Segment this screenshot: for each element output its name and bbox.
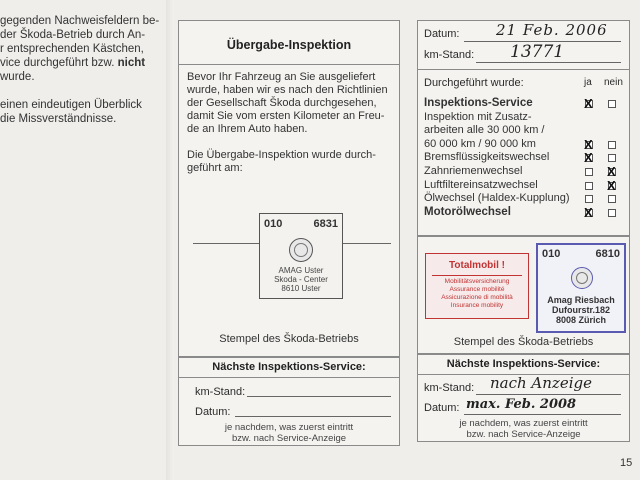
stamps-box bbox=[417, 236, 630, 354]
left-line: die Missverständnisse. bbox=[0, 113, 117, 125]
next-service-box-left bbox=[178, 357, 400, 446]
km-line bbox=[476, 394, 621, 395]
record-km-handwritten: 13771 bbox=[510, 42, 565, 62]
left-paragraph-2 bbox=[0, 98, 170, 126]
service-item: 60 000 km / 90 000 km bbox=[424, 137, 536, 150]
totalmobil-stamp: Totalmobil ! Mobilitätsversicherung Assurance mobilité Assicurazione di mobilità Insurance mobility bbox=[425, 253, 529, 319]
left-line: gegenden Nachweisfeldern be- bbox=[0, 15, 160, 27]
divider bbox=[179, 64, 399, 65]
next-service-note: je nachdem, was zuerst eintritt bzw. nach Service-Anzeige bbox=[224, 422, 354, 444]
stamp-caption: Stempel des Škoda-Betriebs bbox=[453, 336, 594, 348]
check-mark-icon: X bbox=[584, 204, 593, 220]
record-date-label: Datum: bbox=[424, 28, 460, 40]
record-km-line bbox=[476, 62, 621, 63]
left-line: vice durchgeführt bzw. nicht bbox=[0, 57, 146, 69]
service-item: Inspektions-Service bbox=[424, 97, 533, 109]
check-mark-icon: X bbox=[584, 136, 593, 152]
yes-column-label: ja bbox=[584, 77, 592, 88]
check-mark-icon: X bbox=[584, 150, 593, 166]
handover-inspection-box bbox=[178, 20, 400, 357]
yes-checkbox[interactable] bbox=[585, 168, 593, 176]
date-line bbox=[235, 416, 391, 417]
uster-stamp: 010 6831 AMAG Uster Skoda - Center 8610 Uster bbox=[259, 213, 343, 299]
service-record-box bbox=[417, 20, 630, 236]
date-label: Datum: bbox=[424, 402, 460, 414]
left-paragraph-1 bbox=[0, 14, 170, 84]
date-line bbox=[464, 414, 621, 415]
divider bbox=[179, 377, 399, 378]
divider bbox=[418, 69, 629, 70]
service-item: Ölwechsel (Haldex-Kupplung) bbox=[424, 192, 570, 205]
page-number: 15 bbox=[620, 457, 633, 469]
handover-intro: Bevor Ihr Fahrzeug an Sie ausgeliefert wurde, haben wir es nach den Richtlinien der Gesellschaft Škoda durchgesehen, damit Sie vom ersten Kilometer an Freu- de an Ihrem Auto haben. bbox=[187, 71, 388, 135]
km-handwritten: nach Anzeige bbox=[490, 374, 592, 392]
service-item: Inspektion mit Zusatz- bbox=[424, 110, 532, 123]
left-line: der Škoda-Betrieb durch An- bbox=[0, 29, 146, 41]
service-item: Motorölwechsel bbox=[424, 205, 511, 218]
date-handwritten: max. Feb. 2008 bbox=[466, 397, 577, 412]
handover-title: Übergabe-Inspektion bbox=[226, 38, 352, 52]
no-checkbox[interactable] bbox=[608, 141, 616, 149]
check-mark-icon: X bbox=[607, 177, 616, 193]
skoda-logo-icon bbox=[289, 238, 313, 262]
left-text-column bbox=[0, 14, 170, 140]
no-checkbox[interactable] bbox=[608, 154, 616, 162]
handover-done-on: Die Übergabe-Inspektion wurde durch- geführt am: bbox=[187, 149, 376, 174]
check-mark-icon: X bbox=[607, 164, 616, 179]
date-label: Datum: bbox=[195, 406, 231, 418]
left-line: einen eindeutigen Überblick bbox=[0, 99, 142, 111]
km-label: km-Stand: bbox=[424, 382, 475, 394]
no-checkbox[interactable] bbox=[608, 195, 616, 203]
no-column-label: nein bbox=[604, 77, 623, 88]
service-item: arbeiten alle 30 000 km / bbox=[424, 124, 545, 137]
check-mark-icon: X bbox=[584, 96, 593, 111]
riesbach-stamp: 010 6810 Amag Riesbach Dufourstr.182 8008 Zürich bbox=[536, 243, 626, 333]
record-date-handwritten: 21 Feb. 2006 bbox=[496, 21, 608, 39]
next-service-note: je nachdem, was zuerst eintritt bzw. nach Service-Anzeige bbox=[459, 418, 588, 440]
left-line: r entsprechenden Kästchen, bbox=[0, 43, 144, 55]
service-item: Bremsflüssigkeitswechsel bbox=[424, 151, 550, 164]
km-line bbox=[247, 396, 391, 397]
next-service-title: Nächste Inspektions-Service: bbox=[446, 358, 601, 370]
yes-checkbox[interactable] bbox=[585, 182, 593, 190]
next-service-title: Nächste Inspektions-Service: bbox=[212, 361, 366, 373]
skoda-logo-icon bbox=[571, 267, 593, 289]
yes-checkbox[interactable] bbox=[585, 195, 593, 203]
service-item: Zahnriemenwechsel bbox=[424, 165, 523, 177]
stamp-caption: Stempel des Škoda-Betriebs bbox=[219, 333, 359, 345]
service-item: Luftfiltereinsatzwechsel bbox=[424, 178, 538, 191]
no-checkbox[interactable] bbox=[608, 100, 616, 108]
no-checkbox[interactable] bbox=[608, 209, 616, 217]
done-label: Durchgeführt wurde: bbox=[424, 77, 524, 89]
next-service-box-right bbox=[417, 354, 630, 442]
record-km-label: km-Stand: bbox=[424, 49, 475, 61]
km-label: km-Stand: bbox=[195, 386, 246, 398]
left-line: wurde. bbox=[0, 71, 35, 83]
page-fold bbox=[166, 0, 174, 480]
